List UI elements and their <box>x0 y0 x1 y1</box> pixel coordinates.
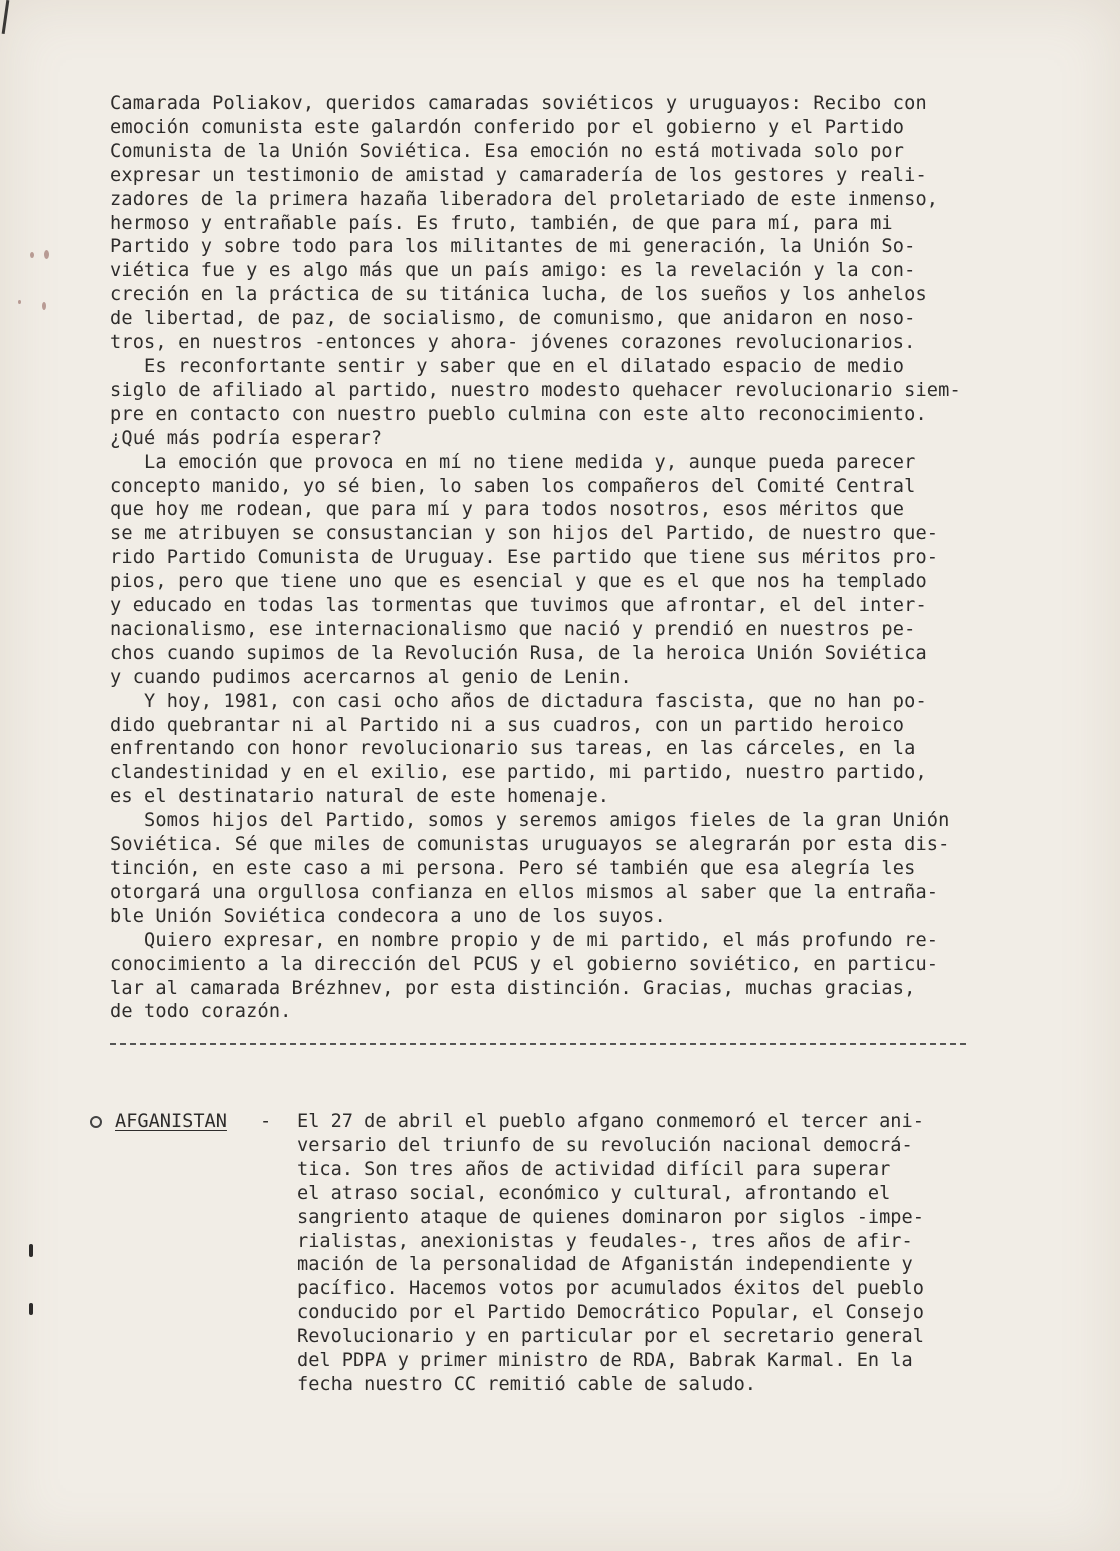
ink-mark <box>2 0 10 34</box>
bullet-icon <box>90 1116 102 1128</box>
text-line: Comunista de la Unión Soviética. Esa emoción no está motivada solo por <box>110 140 905 162</box>
text-line: de todo corazón. <box>110 1001 292 1023</box>
text-line: el atraso social, económico y cultural, afrontando el <box>297 1182 891 1204</box>
text-line: Es reconfortante sentir y saber que en el dilatado espacio de medio <box>110 355 905 377</box>
text-line: del PDPA y primer ministro de RDA, Babrak Karmal. En la <box>297 1350 913 1372</box>
text-line: hermoso y entrañable país. Es fruto, también, de que para mí, para mi <box>110 212 893 234</box>
speech-text <box>110 92 1010 1024</box>
text-line: tros, en nuestros -entonces y ahora- jóvenes corazones revolucionarios. <box>110 332 916 354</box>
text-line: viética fue y es algo más que un país amigo: es la revelación y la con- <box>110 260 916 282</box>
stain-speck <box>44 250 49 259</box>
text-line: y cuando pudimos acercarnos al genio de Lenin. <box>110 666 632 688</box>
text-line: Revolucionario y en particular por el secretario general <box>297 1326 924 1348</box>
text-line: rido Partido Comunista de Uruguay. Ese partido que tiene sus méritos pro- <box>110 547 939 569</box>
text-line: Quiero expresar, en nombre propio y de mi partido, el más profundo re- <box>110 929 939 951</box>
text-line: siglo de afiliado al partido, nuestro modesto quehacer revolucionario siem- <box>110 379 961 401</box>
stain-speck <box>42 302 46 310</box>
text-line: de libertad, de paz, de socialismo, de comunismo, que anidaron en noso- <box>110 308 916 330</box>
text-line: mación de la personalidad de Afganistán independiente y <box>297 1254 913 1276</box>
text-line: y educado en todas las tormentas que tuvimos que afrontar, el del inter- <box>110 595 927 617</box>
text-line: que hoy me rodean, que para mí y para todos nosotros, esos méritos que <box>110 499 905 521</box>
text-line: se me atribuyen se consustancian y son hijos del Partido, de nuestro que- <box>110 523 939 545</box>
text-line: Y hoy, 1981, con casi ocho años de dictadura fascista, que no han po- <box>110 690 927 712</box>
ink-mark <box>29 1303 33 1315</box>
text-line: es el destinatario natural de este homenaje. <box>110 786 610 808</box>
stain-speck <box>30 252 34 258</box>
text-line: El 27 de abril el pueblo afgano conmemoró el tercer ani- <box>297 1111 924 1132</box>
text-line: pios, pero que tiene uno que es esencial y que es el que nos ha templado <box>110 571 927 593</box>
text-line: La emoción que provoca en mí no tiene medida y, aunque pueda parecer <box>110 451 916 473</box>
text-line: emoción comunista este galardón conferido por el gobierno y el Partido <box>110 116 905 138</box>
text-line: Partido y sobre todo para los militantes de mi generación, la Unión So- <box>110 236 916 258</box>
text-line: rialistas, anexionistas y feudales-, tres años de afir- <box>297 1230 913 1252</box>
text-line: sangriento ataque de quienes dominaron por siglos -impe- <box>297 1206 924 1228</box>
text-line: creción en la práctica de su titánica lucha, de los sueños y los anhelos <box>110 284 927 306</box>
text-line: conocimiento a la dirección del PCUS y el gobierno soviético, en particu- <box>110 953 939 975</box>
text-line: tica. Son tres años de actividad difícil para superar <box>297 1158 891 1180</box>
text-line: nacionalismo, ese internacionalismo que nació y prendió en nuestros pe- <box>110 618 916 640</box>
text-line: zadores de la primera hazaña liberadora del proletariado de este inmenso, <box>110 188 939 210</box>
ink-mark <box>29 1244 33 1257</box>
text-line: concepto manido, yo sé bien, lo saben los compañeros del Comité Central <box>110 475 916 497</box>
text-line: expresar un testimonio de amistad y camaradería de los gestores y reali- <box>110 164 927 186</box>
stain-speck <box>18 300 21 304</box>
text-line: clandestinidad y en el exilio, ese partido, mi partido, nuestro partido, <box>110 762 927 784</box>
text-line: fecha nuestro CC remitió cable de saludo. <box>297 1373 756 1395</box>
text-line: lar al camarada Brézhnev, por esta distinción. Gracias, muchas gracias, <box>110 977 916 999</box>
heading-dash: - <box>260 1111 272 1132</box>
section-body <box>297 1110 987 1397</box>
text-line: ¿Qué más podría esperar? <box>110 427 383 449</box>
text-line: dido quebrantar ni al Partido ni a sus cuadros, con un partido heroico <box>110 714 905 736</box>
text-line: tinción, en este caso a mi persona. Pero sé también que esa alegría les <box>110 858 916 879</box>
section-heading: AFGANISTAN <box>115 1111 227 1132</box>
text-line: chos cuando supimos de la Revolución Rusa, de la heroica Unión Soviética <box>110 642 927 664</box>
text-line: ble Unión Soviética condecora a uno de los suyos. <box>110 905 666 927</box>
text-line: versario del triunfo de su revolución nacional democrá- <box>297 1134 913 1156</box>
text-line: Soviética. Sé que miles de comunistas uruguayos se alegrarán por esta dis- <box>110 834 950 856</box>
text-line: pacífico. Hacemos votos por acumulados éxitos del pueblo <box>297 1278 924 1300</box>
text-line: Camarada Poliakov, queridos camaradas soviéticos y uruguayos: Recibo con <box>110 93 927 114</box>
text-line: pre en contacto con nuestro pueblo culmina con este alto reconocimiento. <box>110 403 927 425</box>
dashed-separator <box>110 1043 966 1045</box>
text-line: Somos hijos del Partido, somos y seremos amigos fieles de la gran Unión <box>110 810 950 832</box>
text-line: conducido por el Partido Democrático Popular, el Consejo <box>297 1302 924 1324</box>
text-line: enfrentando con honor revolucionario sus tareas, en las cárceles, en la <box>110 738 916 760</box>
text-line: otorgará una orgullosa confianza en ellos mismos al saber que la entraña- <box>110 881 939 903</box>
